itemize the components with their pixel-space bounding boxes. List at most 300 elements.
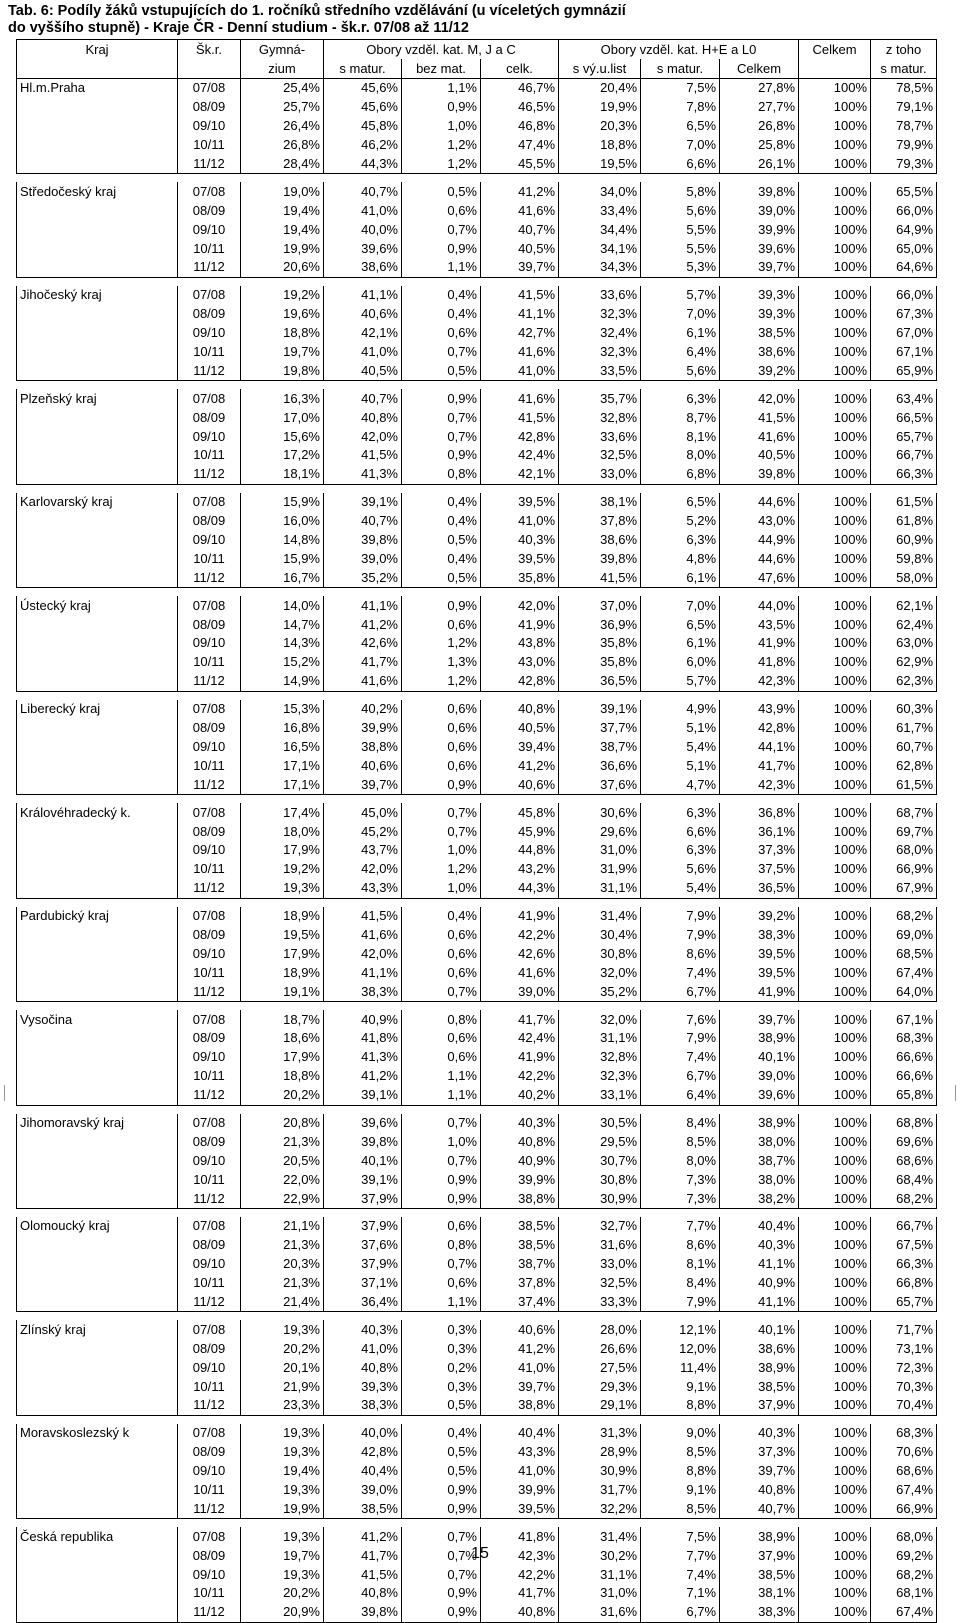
- value-cell: 34,0%: [559, 182, 641, 201]
- value-cell: 41,0%: [481, 1358, 559, 1377]
- value-cell: 0,6%: [402, 1274, 481, 1293]
- value-cell: 41,0%: [324, 1339, 402, 1358]
- school-year-cell: 10/11: [178, 756, 241, 775]
- value-cell: 39,5%: [720, 944, 799, 963]
- value-cell: 37,6%: [559, 775, 641, 794]
- value-cell: 6,8%: [641, 465, 720, 484]
- value-cell: 47,4%: [481, 136, 559, 155]
- value-cell: 42,8%: [481, 427, 559, 446]
- school-year-cell: 11/12: [178, 258, 241, 277]
- value-cell: 6,3%: [641, 531, 720, 550]
- region-name: Hl.m.Praha: [17, 79, 178, 98]
- value-cell: 65,0%: [871, 239, 937, 258]
- value-cell: 0,4%: [402, 907, 481, 926]
- region-separator: [17, 174, 937, 183]
- value-cell: 100%: [799, 1339, 871, 1358]
- value-cell: 100%: [799, 549, 871, 568]
- value-cell: 100%: [799, 408, 871, 427]
- school-year-cell: 10/11: [178, 239, 241, 258]
- value-cell: 15,3%: [241, 700, 324, 719]
- value-cell: 40,8%: [481, 1603, 559, 1622]
- school-year-cell: 11/12: [178, 1396, 241, 1415]
- value-cell: 40,8%: [324, 1358, 402, 1377]
- value-cell: 0,4%: [402, 549, 481, 568]
- value-cell: 32,5%: [559, 1274, 641, 1293]
- value-cell: 36,5%: [559, 672, 641, 691]
- value-cell: 8,5%: [641, 1132, 720, 1151]
- region-cell: [17, 465, 178, 484]
- school-year-cell: 08/09: [178, 615, 241, 634]
- value-cell: 66,3%: [871, 1255, 937, 1274]
- value-cell: 17,0%: [241, 408, 324, 427]
- value-cell: 38,7%: [481, 1255, 559, 1274]
- value-cell: 41,0%: [481, 1462, 559, 1481]
- school-year-cell: 10/11: [178, 1170, 241, 1189]
- region-name: Liberecký kraj: [17, 700, 178, 719]
- value-cell: 45,6%: [324, 98, 402, 117]
- value-cell: 63,0%: [871, 634, 937, 653]
- value-cell: 6,1%: [641, 568, 720, 587]
- value-cell: 44,6%: [720, 549, 799, 568]
- value-cell: 1,2%: [402, 634, 481, 653]
- value-cell: 7,4%: [641, 963, 720, 982]
- value-cell: 37,1%: [324, 1274, 402, 1293]
- value-cell: 7,0%: [641, 305, 720, 324]
- region-cell: [17, 305, 178, 324]
- value-cell: 44,1%: [720, 738, 799, 757]
- value-cell: 0,5%: [402, 1443, 481, 1462]
- value-cell: 17,1%: [241, 775, 324, 794]
- value-cell: 31,1%: [559, 879, 641, 898]
- header-obory-mjc: Obory vzděl. kat. M, J a C: [324, 40, 559, 60]
- value-cell: 40,3%: [720, 1424, 799, 1443]
- value-cell: 64,0%: [871, 982, 937, 1001]
- value-cell: 43,3%: [324, 879, 402, 898]
- value-cell: 68,7%: [871, 803, 937, 822]
- value-cell: 33,3%: [559, 1293, 641, 1312]
- school-year-cell: 10/11: [178, 653, 241, 672]
- school-year-cell: 10/11: [178, 963, 241, 982]
- value-cell: 34,1%: [559, 239, 641, 258]
- value-cell: 17,1%: [241, 756, 324, 775]
- value-cell: 38,3%: [720, 1603, 799, 1622]
- value-cell: 41,6%: [481, 963, 559, 982]
- table-row: [17, 1443, 937, 1462]
- value-cell: 62,1%: [871, 596, 937, 615]
- value-cell: 38,5%: [720, 324, 799, 343]
- value-cell: 100%: [799, 738, 871, 757]
- value-cell: 14,9%: [241, 672, 324, 691]
- value-cell: 32,0%: [559, 1010, 641, 1029]
- header-row-2: [17, 59, 937, 79]
- school-year-cell: 07/08: [178, 1217, 241, 1236]
- region-name: Pardubický kraj: [17, 907, 178, 926]
- value-cell: 67,9%: [871, 879, 937, 898]
- value-cell: 100%: [799, 343, 871, 362]
- school-year-cell: 07/08: [178, 803, 241, 822]
- value-cell: 41,1%: [720, 1255, 799, 1274]
- value-cell: 37,7%: [559, 719, 641, 738]
- value-cell: 41,5%: [559, 568, 641, 587]
- table-row: [17, 1293, 937, 1312]
- value-cell: 38,5%: [720, 1377, 799, 1396]
- value-cell: 37,3%: [720, 841, 799, 860]
- value-cell: 8,8%: [641, 1462, 720, 1481]
- value-cell: 32,8%: [559, 408, 641, 427]
- value-cell: 37,4%: [481, 1293, 559, 1312]
- title-line-1: Tab. 6: Podíly žáků vstupujících do 1. ročníků středního vzdělávání (u víceletých gymnázií: [8, 3, 626, 19]
- table-row: [17, 136, 937, 155]
- value-cell: 18,7%: [241, 1010, 324, 1029]
- value-cell: 7,0%: [641, 596, 720, 615]
- value-cell: 19,0%: [241, 182, 324, 201]
- value-cell: 100%: [799, 1189, 871, 1208]
- value-cell: 8,4%: [641, 1274, 720, 1293]
- school-year-cell: 11/12: [178, 775, 241, 794]
- value-cell: 0,2%: [402, 1358, 481, 1377]
- table-row: [17, 1151, 937, 1170]
- school-year-cell: 08/09: [178, 305, 241, 324]
- value-cell: 40,8%: [720, 1481, 799, 1500]
- value-cell: 100%: [799, 1086, 871, 1105]
- value-cell: 5,8%: [641, 182, 720, 201]
- value-cell: 68,1%: [871, 1584, 937, 1603]
- table-row: [17, 1189, 937, 1208]
- value-cell: 19,8%: [241, 361, 324, 380]
- table-row: [17, 531, 937, 550]
- value-cell: 5,5%: [641, 239, 720, 258]
- value-cell: 0,7%: [402, 1527, 481, 1546]
- value-cell: 29,5%: [559, 1132, 641, 1151]
- value-cell: 100%: [799, 305, 871, 324]
- value-cell: 0,7%: [402, 1151, 481, 1170]
- value-cell: 0,6%: [402, 700, 481, 719]
- page-edge-mark: [955, 1085, 956, 1101]
- value-cell: 0,3%: [402, 1339, 481, 1358]
- value-cell: 67,3%: [871, 305, 937, 324]
- page-edge-mark: [4, 1085, 5, 1101]
- value-cell: 21,1%: [241, 1217, 324, 1236]
- value-cell: 40,6%: [324, 305, 402, 324]
- value-cell: 39,9%: [324, 719, 402, 738]
- school-year-cell: 07/08: [178, 1114, 241, 1133]
- region-cell: [17, 98, 178, 117]
- value-cell: 4,8%: [641, 549, 720, 568]
- value-cell: 40,0%: [324, 1424, 402, 1443]
- value-cell: 1,2%: [402, 155, 481, 174]
- value-cell: 39,6%: [720, 1086, 799, 1105]
- value-cell: 14,3%: [241, 634, 324, 653]
- table-row: [17, 982, 937, 1001]
- value-cell: 25,4%: [241, 79, 324, 98]
- value-cell: 47,6%: [720, 568, 799, 587]
- value-cell: 43,5%: [720, 615, 799, 634]
- value-cell: 41,2%: [324, 1067, 402, 1086]
- value-cell: 6,4%: [641, 343, 720, 362]
- school-year-cell: 09/10: [178, 1462, 241, 1481]
- value-cell: 100%: [799, 860, 871, 879]
- value-cell: 38,9%: [720, 1029, 799, 1048]
- value-cell: 7,7%: [641, 1546, 720, 1565]
- value-cell: 0,7%: [402, 408, 481, 427]
- value-cell: 67,1%: [871, 1010, 937, 1029]
- value-cell: 0,5%: [402, 1396, 481, 1415]
- value-cell: 100%: [799, 615, 871, 634]
- value-cell: 25,8%: [720, 136, 799, 155]
- value-cell: 20,9%: [241, 1603, 324, 1622]
- value-cell: 19,7%: [241, 1546, 324, 1565]
- value-cell: 28,9%: [559, 1443, 641, 1462]
- value-cell: 29,1%: [559, 1396, 641, 1415]
- value-cell: 0,6%: [402, 944, 481, 963]
- table-row: [17, 1236, 937, 1255]
- value-cell: 100%: [799, 719, 871, 738]
- region-cell: [17, 1499, 178, 1518]
- value-cell: 26,6%: [559, 1339, 641, 1358]
- table-row: [17, 775, 937, 794]
- value-cell: 39,8%: [324, 1132, 402, 1151]
- school-year-cell: 09/10: [178, 324, 241, 343]
- region-cell: [17, 944, 178, 963]
- value-cell: 8,4%: [641, 1114, 720, 1133]
- value-cell: 22,9%: [241, 1189, 324, 1208]
- region-name: Moravskoslezský k: [17, 1424, 178, 1443]
- value-cell: 66,9%: [871, 860, 937, 879]
- value-cell: 61,8%: [871, 512, 937, 531]
- value-cell: 1,2%: [402, 860, 481, 879]
- value-cell: 0,7%: [402, 427, 481, 446]
- value-cell: 39,8%: [559, 549, 641, 568]
- value-cell: 0,8%: [402, 465, 481, 484]
- school-year-cell: 09/10: [178, 117, 241, 136]
- value-cell: 0,6%: [402, 1217, 481, 1236]
- value-cell: 27,5%: [559, 1358, 641, 1377]
- table-row: [17, 615, 937, 634]
- value-cell: 61,7%: [871, 719, 937, 738]
- value-cell: 19,3%: [241, 1320, 324, 1339]
- value-cell: 100%: [799, 1010, 871, 1029]
- value-cell: 5,7%: [641, 286, 720, 305]
- region-cell: [17, 926, 178, 945]
- table-title: [8, 3, 626, 37]
- value-cell: 19,9%: [241, 239, 324, 258]
- school-year-cell: 08/09: [178, 719, 241, 738]
- value-cell: 37,8%: [559, 512, 641, 531]
- value-cell: 9,1%: [641, 1377, 720, 1396]
- value-cell: 19,3%: [241, 1481, 324, 1500]
- value-cell: 100%: [799, 634, 871, 653]
- school-year-cell: 11/12: [178, 982, 241, 1001]
- value-cell: 0,8%: [402, 1010, 481, 1029]
- value-cell: 41,2%: [324, 1527, 402, 1546]
- value-cell: 69,2%: [871, 1546, 937, 1565]
- school-year-cell: 08/09: [178, 1132, 241, 1151]
- value-cell: 16,0%: [241, 512, 324, 531]
- value-cell: 100%: [799, 822, 871, 841]
- value-cell: 39,6%: [324, 1114, 402, 1133]
- value-cell: 0,4%: [402, 512, 481, 531]
- value-cell: 40,3%: [481, 1114, 559, 1133]
- value-cell: 32,4%: [559, 324, 641, 343]
- school-year-cell: 11/12: [178, 568, 241, 587]
- value-cell: 19,7%: [241, 343, 324, 362]
- value-cell: 35,2%: [324, 568, 402, 587]
- school-year-cell: 07/08: [178, 79, 241, 98]
- value-cell: 37,9%: [720, 1396, 799, 1415]
- school-year-cell: 08/09: [178, 512, 241, 531]
- value-cell: 70,3%: [871, 1377, 937, 1396]
- table-row: [17, 427, 937, 446]
- value-cell: 44,9%: [720, 531, 799, 550]
- region-cell: [17, 512, 178, 531]
- value-cell: 100%: [799, 841, 871, 860]
- value-cell: 22,0%: [241, 1170, 324, 1189]
- value-cell: 5,1%: [641, 756, 720, 775]
- value-cell: 20,2%: [241, 1339, 324, 1358]
- value-cell: 32,0%: [559, 963, 641, 982]
- value-cell: 42,2%: [481, 926, 559, 945]
- value-cell: 100%: [799, 531, 871, 550]
- value-cell: 15,9%: [241, 493, 324, 512]
- school-year-cell: 07/08: [178, 1320, 241, 1339]
- value-cell: 41,2%: [481, 1339, 559, 1358]
- school-year-cell: 09/10: [178, 427, 241, 446]
- value-cell: 100%: [799, 1067, 871, 1086]
- region-name: Česká republika: [17, 1527, 178, 1546]
- value-cell: 20,5%: [241, 1151, 324, 1170]
- value-cell: 38,9%: [720, 1358, 799, 1377]
- value-cell: 66,7%: [871, 446, 937, 465]
- value-cell: 42,2%: [481, 1067, 559, 1086]
- value-cell: 28,0%: [559, 1320, 641, 1339]
- region-separator: [17, 1415, 937, 1424]
- region-name: Vysočina: [17, 1010, 178, 1029]
- value-cell: 38,6%: [720, 343, 799, 362]
- value-cell: 100%: [799, 1358, 871, 1377]
- value-cell: 60,3%: [871, 700, 937, 719]
- value-cell: 30,9%: [559, 1189, 641, 1208]
- table-row: [17, 860, 937, 879]
- value-cell: 12,1%: [641, 1320, 720, 1339]
- school-year-cell: 08/09: [178, 408, 241, 427]
- value-cell: 67,1%: [871, 343, 937, 362]
- value-cell: 41,9%: [720, 982, 799, 1001]
- table-row: [17, 672, 937, 691]
- region-name: Zlínský kraj: [17, 1320, 178, 1339]
- region-cell: [17, 756, 178, 775]
- value-cell: 42,1%: [324, 324, 402, 343]
- value-cell: 43,0%: [720, 512, 799, 531]
- value-cell: 41,9%: [720, 634, 799, 653]
- region-separator: [17, 277, 937, 286]
- region-cell: [17, 1170, 178, 1189]
- value-cell: 17,9%: [241, 944, 324, 963]
- value-cell: 39,7%: [720, 258, 799, 277]
- value-cell: 33,6%: [559, 286, 641, 305]
- value-cell: 100%: [799, 596, 871, 615]
- value-cell: 61,5%: [871, 775, 937, 794]
- value-cell: 40,2%: [324, 700, 402, 719]
- value-cell: 45,8%: [324, 117, 402, 136]
- region-cell: [17, 1377, 178, 1396]
- table-row: [17, 1029, 937, 1048]
- value-cell: 34,3%: [559, 258, 641, 277]
- value-cell: 40,5%: [481, 239, 559, 258]
- value-cell: 5,2%: [641, 512, 720, 531]
- value-cell: 26,1%: [720, 155, 799, 174]
- value-cell: 70,6%: [871, 1443, 937, 1462]
- value-cell: 4,7%: [641, 775, 720, 794]
- value-cell: 45,2%: [324, 822, 402, 841]
- value-cell: 23,3%: [241, 1396, 324, 1415]
- table-row: [17, 182, 937, 201]
- value-cell: 30,4%: [559, 926, 641, 945]
- school-year-cell: 09/10: [178, 1565, 241, 1584]
- value-cell: 32,2%: [559, 1499, 641, 1518]
- value-cell: 46,7%: [481, 79, 559, 98]
- value-cell: 18,8%: [241, 1067, 324, 1086]
- value-cell: 5,5%: [641, 220, 720, 239]
- value-cell: 100%: [799, 963, 871, 982]
- table-row: [17, 220, 937, 239]
- value-cell: 41,8%: [720, 653, 799, 672]
- value-cell: 41,6%: [481, 201, 559, 220]
- value-cell: 59,8%: [871, 549, 937, 568]
- value-cell: 43,7%: [324, 841, 402, 860]
- value-cell: 100%: [799, 1481, 871, 1500]
- value-cell: 37,3%: [720, 1443, 799, 1462]
- region-cell: [17, 1584, 178, 1603]
- value-cell: 39,1%: [324, 493, 402, 512]
- value-cell: 39,0%: [720, 201, 799, 220]
- region-separator: [17, 381, 937, 390]
- value-cell: 42,0%: [324, 427, 402, 446]
- value-cell: 40,4%: [720, 1217, 799, 1236]
- region-cell: [17, 634, 178, 653]
- value-cell: 15,2%: [241, 653, 324, 672]
- value-cell: 40,2%: [481, 1086, 559, 1105]
- value-cell: 42,7%: [481, 324, 559, 343]
- school-year-cell: 09/10: [178, 531, 241, 550]
- value-cell: 31,4%: [559, 1527, 641, 1546]
- value-cell: 7,8%: [641, 98, 720, 117]
- value-cell: 6,3%: [641, 841, 720, 860]
- value-cell: 21,3%: [241, 1132, 324, 1151]
- school-year-cell: 08/09: [178, 1546, 241, 1565]
- value-cell: 44,3%: [481, 879, 559, 898]
- value-cell: 58,0%: [871, 568, 937, 587]
- value-cell: 66,3%: [871, 465, 937, 484]
- value-cell: 100%: [799, 1151, 871, 1170]
- value-cell: 18,9%: [241, 907, 324, 926]
- value-cell: 40,8%: [324, 408, 402, 427]
- school-year-cell: 10/11: [178, 136, 241, 155]
- value-cell: 16,3%: [241, 389, 324, 408]
- value-cell: 66,5%: [871, 408, 937, 427]
- value-cell: 7,6%: [641, 1010, 720, 1029]
- value-cell: 66,8%: [871, 1274, 937, 1293]
- value-cell: 34,4%: [559, 220, 641, 239]
- value-cell: 41,7%: [481, 1010, 559, 1029]
- value-cell: 44,3%: [324, 155, 402, 174]
- value-cell: 18,9%: [241, 963, 324, 982]
- value-cell: 16,5%: [241, 738, 324, 757]
- value-cell: 6,3%: [641, 803, 720, 822]
- value-cell: 31,9%: [559, 860, 641, 879]
- value-cell: 38,5%: [481, 1236, 559, 1255]
- value-cell: 0,7%: [402, 982, 481, 1001]
- value-cell: 37,0%: [559, 596, 641, 615]
